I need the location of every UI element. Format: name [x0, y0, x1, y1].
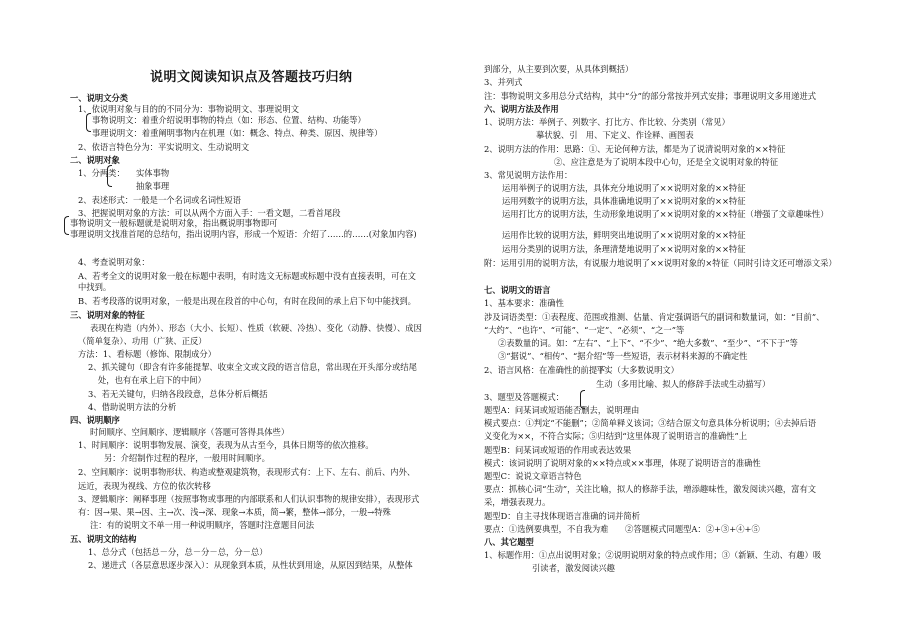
text-line: 事物说明文一般标题就是说明对象，指出概说明事物即可 [70, 218, 278, 228]
text-line: 运用分类别的说明方法，条理清楚地说明了××说明对象的××特征 [502, 244, 746, 254]
text-line: 1、基本要求：准确性 [484, 298, 564, 308]
text-line: 平实（大多数说明文） [596, 365, 679, 375]
text-line: 远近，表现为视线、方位的依次转移 [78, 481, 211, 491]
section-heading: 六、说明方法及作用 [484, 104, 559, 114]
text-line: 摹状貌、引 用、下定义、作诠释、画图表 [536, 130, 694, 140]
section-heading: 七、说明文的语言 [484, 285, 551, 295]
text-line: 题型A：问某词或短语能否删去，说明理由 [484, 405, 640, 415]
text-line: 要点：①选例要典型，不自我为难 ②答题模式同题型A：②+③+④+⑤ [484, 524, 760, 534]
section-heading: 二、说明对象 [70, 155, 120, 165]
section-heading: 五、说明文的结构 [70, 534, 137, 544]
text-line: 题型C：说说文章语言特色 [484, 471, 582, 481]
text-line: “大约”、“也许”、“可能”、“一定”、“必须”、“之一”等 [484, 325, 685, 335]
brace-language-style [580, 390, 585, 409]
text-line: 4、考查说明对象： [78, 257, 150, 267]
text-line: A、若考全文的说明对象一般在标题中表明，有时选文无标题或标题中没有直接表明，可在文 [78, 271, 416, 281]
text-line: 模式：该词说明了说明对象的××特点或××事理，体现了说明语言的准确性 [484, 458, 761, 468]
text-line: 运用作比较的说明方法，鲜明突出地说明了××说明对象的××特征 [502, 230, 746, 240]
text-line: ②、应注意是为了说明本段中心句，还是全文说明对象的特征 [554, 157, 779, 167]
section-heading: 三、说明对象的特征 [70, 310, 145, 320]
text-line: 3、逻辑顺序：阐释事理（按照事物或事理的内部联系和人们认识事物的规律安排），表现形式 [78, 494, 420, 504]
text-line: B、若考段落的说明对象，一般是出现在段首的中心句，有时在段间的承上启下句中能找到。 [78, 296, 416, 306]
text-line: 实体事物 [136, 168, 170, 178]
text-line: 2、抓关键句（即含有许多能提挈、收束全文或文段的语言信息，常出现在开头部分或结尾 [88, 362, 417, 372]
text-line: 注：有的说明文不单一用一种说明顺序，答题时注意题目问法 [90, 520, 315, 530]
text-line: 到部分，从主要到次要，从具体到概括） [484, 64, 634, 74]
text-line: 事理说明文：着重阐明事物内在机理（如：概念、特点、种类、原因、规律等） [92, 128, 383, 138]
text-line: 2、空间顺序：说明事物形状、构造或整观建筑物，表现形式有：上下、左右、前后、内外、 [78, 467, 416, 477]
text-line: 注：事物说明文多用总分式结构，其中“分”的部分常按并列式安排；事理说明文多用递进式 [484, 91, 817, 101]
text-line: 题型D：自主寻找体现语言准确的词并简析 [484, 511, 640, 521]
text-line: 3、常见说明方法作用： [484, 170, 573, 180]
text-line: 1、分两类： [78, 168, 125, 178]
text-line: 有：因→果、果→因、主→次、浅→深、现象→本质，简→繁，整体→部分，一般→特殊 [78, 507, 391, 517]
text-line: 义变化为××，不符合实际；⑤归结到“这里体现了说明语言的准确性”上 [484, 431, 747, 441]
text-line: 2、依语言特色分为：平实说明文、生动说明文 [78, 142, 250, 152]
brace-article-types [86, 113, 91, 132]
text-line: 抽象事理 [136, 181, 170, 191]
text-line: 模式要点：①判定“不能删”；②简单释义该词；③结合原文句意具体分析说明；④去掉后语 [484, 418, 817, 428]
text-line: 2、说明方法的作用：思路：①、无论何种方法，都是为了说清说明对象的××特征 [484, 144, 786, 154]
text-line: 运用打比方的说明方法，生动形象地说明了××说明对象的××特征（增强了文章趣味性） [502, 209, 829, 219]
text-line: 2、递进式（各层意思逐步深入）：从现象到本质，从性状到用途，从原因到结果，从整体 [88, 560, 413, 570]
text-line: 运用列数字的说明方法，具体准确地说明了××说明对象的××特征 [502, 196, 746, 206]
text-line: 采，增强表现力。 [484, 497, 551, 507]
text-line: 附：运用引用的说明方法，有说服力地说明了××说明对象的×特征（同时引诗文还可增添文采） [484, 258, 837, 268]
text-line: 1、依说明对象与目的的不同分为：事物说明文、事理说明文 [78, 104, 299, 114]
text-line: 1、说明方法：举例子、列数字、打比方、作比较、分类别（常见） [484, 117, 730, 127]
text-line: 3、题型及答题模式： [484, 392, 564, 402]
text-line: 2、语言风格：在准确性的前提下 [484, 365, 606, 375]
page-title: 说明文阅读知识点及答题技巧归纳 [150, 70, 353, 85]
text-line: 生动（多用比喻、拟人的修辞手法或生动描写） [596, 379, 771, 389]
text-line: （简单复杂）、功用（广狭、正反） [78, 336, 207, 346]
text-line: 方法：1、看标题（修饰、限制成分） [78, 349, 217, 359]
text-line: 另：介绍制作过程的程序，一般用时间顺序。 [104, 453, 270, 463]
text-line: 3、并列式 [484, 77, 523, 87]
text-line: 题型B：问某词或短语的作用或表达效果 [484, 445, 632, 455]
section-heading: 四、说明顺序 [70, 415, 120, 425]
brace-object-types [107, 165, 112, 187]
text-line: 表现在构造（内外）、形态（大小、长短）、性质（软硬、冷热）、变化（动静、快慢）、成因 [90, 323, 422, 333]
text-line: 时间顺序、空间顺序、逻辑顺序（答题可答得具体些） [90, 427, 290, 437]
text-line: 运用举例子的说明方法，具体充分地说明了××说明对象的××特征 [502, 183, 746, 193]
text-line: 2、表述形式：一般是一个名词或名词性短语 [78, 195, 241, 205]
section-heading: 八、其它题型 [484, 537, 534, 547]
text-line: 1、时间顺序：说明事物发展、演变，表现为从古至今，具体日期等的依次推移。 [78, 440, 374, 450]
text-line: 1、标题作用：①点出说明对象；②说明说明对象的特点或作用；③（新颖、生动、有趣）吸 [484, 550, 822, 560]
text-line: 事物说明文：着重介绍说明事物的特点（如：形态、位置、结构、功能等） [92, 115, 366, 125]
text-line: 3、若无关键句，归纳各段段意，总体分析后概括 [88, 389, 268, 399]
text-line: 1、总分式（包括总－分，总－分－总，分－总） [88, 547, 268, 557]
text-line: 涉及词语类型：①表程度、范围或推测、估量、肯定强调语气的副词和数量词，如：“目前”、 [484, 312, 825, 322]
text-line: 引读者，激发阅读兴趣 [532, 563, 615, 573]
text-line: 中找到。 [78, 282, 112, 292]
text-line: 处，也有在承上启下的中间） [98, 375, 206, 385]
text-line: 3、把握说明对象的方法：可以从两个方面入手：一看文题，二看首尾段 [78, 208, 341, 218]
text-line: 4、借助说明方法的分析 [88, 402, 177, 412]
brace-grasp-method [64, 216, 69, 235]
text-line: 要点：抓核心词“生动”，关注比喻，拟人的修辞手法，增添趣味性，激发阅读兴趣，富有文 [484, 484, 817, 494]
text-line: ③“据说”、“相传”、“据介绍”等一些短语，表示材料来源的不确定性 [498, 351, 748, 361]
text-line: ②表数量的词。如：“左右”、“上下”、“不少”、“绝大多数”、“至少”、“不下于”等 [498, 338, 798, 348]
section-heading: 一、说明文分类 [70, 93, 129, 103]
text-line: 事理说明文找准首尾的总结句，指出说明内容，形成一个短语：介绍了……的……(对象加内容) [70, 229, 417, 239]
